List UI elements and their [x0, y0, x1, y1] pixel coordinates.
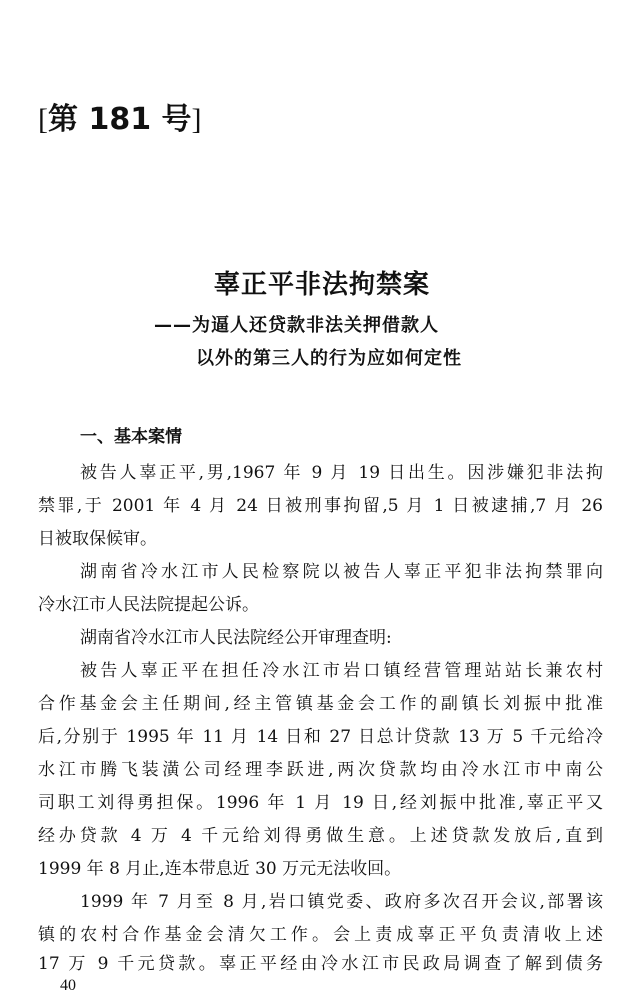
- body-line: 水江市腾飞装潢公司经理李跃进,两次贷款均由冷水江市中南公: [38, 760, 603, 780]
- page-number: 40: [60, 977, 76, 994]
- body-line: 禁罪,于 2001 年 4 月 24 日被刑事拘留,5 月 1 日被逮捕,7 月 26: [38, 496, 603, 516]
- body-line: 被告人辜正平,男,1967 年 9 月 19 日出生。因涉嫌犯非法拘: [80, 463, 603, 483]
- open-bracket: [: [38, 103, 48, 136]
- close-bracket: ]: [191, 103, 202, 136]
- body-line: 司职工刘得勇担保。1996 年 1 月 19 日,经刘振中批准,辜正平又: [38, 793, 603, 813]
- subtitle-line-2: 以外的第三人的行为应如何定性: [196, 348, 462, 369]
- body-line: 镇的农村合作基金会清欠工作。会上责成辜正平负责清收上述: [38, 925, 603, 945]
- body-line: 日被取保候审。: [38, 529, 157, 549]
- case-title: 辜正平非法拘禁案: [213, 270, 430, 300]
- body-line: 后,分别于 1995 年 11 月 14 日和 27 日总计贷款 13 万 5 千元给冷: [38, 727, 603, 747]
- body-line: 17 万 9 千元贷款。辜正平经由冷水江市民政局调查了解到债务: [38, 954, 603, 974]
- body-line: 湖南省冷水江市人民法院经公开审理查明:: [80, 628, 392, 648]
- section-heading: 一、基本案情: [80, 427, 182, 447]
- subtitle-line-1: ——为逼人还贷款非法关押借款人: [154, 315, 439, 336]
- body-line: 被告人辜正平在担任冷水江市岩口镇经营管理站站长兼农村: [80, 661, 603, 681]
- case-number-label: 第 181 号: [48, 102, 192, 137]
- body-line: 1999 年 7 月至 8 月,岩口镇党委、政府多次召开会议,部署该: [80, 892, 603, 912]
- case-number: [38, 100, 202, 140]
- body-line: 冷水江市人民法院提起公诉。: [38, 595, 259, 615]
- body-line: 合作基金会主任期间,经主管镇基金会工作的副镇长刘振中批准: [38, 694, 603, 714]
- body-line: 1999 年 8 月止,连本带息近 30 万元无法收回。: [38, 859, 402, 879]
- body-line: 经办贷款 4 万 4 千元给刘得勇做生意。上述贷款发放后,直到: [38, 826, 603, 846]
- body-line: 湖南省冷水江市人民检察院以被告人辜正平犯非法拘禁罪向: [80, 562, 603, 582]
